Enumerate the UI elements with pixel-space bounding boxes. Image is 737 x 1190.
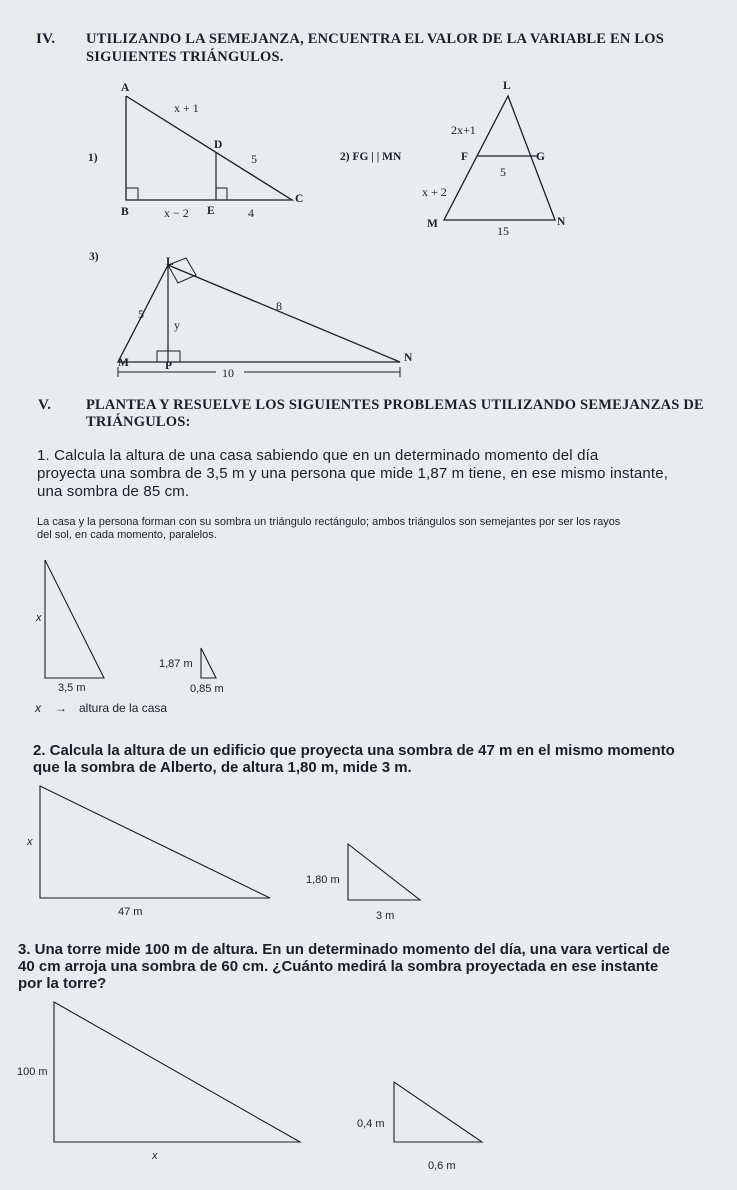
section-iv-title-line1: UTILIZANDO LA SEMEJANZA, ENCUENTRA EL VALOR DE LA VARIABLE EN LOS xyxy=(86,31,664,47)
problem2-alberto-triangle xyxy=(348,844,420,900)
problem1-text-line2: proyecta una sombra de 3,5 m y una persona que mide 1,87 m tiene, en ese mismo instante, xyxy=(37,465,669,482)
fig3-label-l: L xyxy=(166,256,174,268)
problem1-person-triangle xyxy=(201,648,216,678)
fig3-number: 3) xyxy=(89,251,99,263)
problem1-legend-var: x xyxy=(35,701,41,715)
problem3-drawing xyxy=(0,990,737,1190)
problem3-big-height: 100 m xyxy=(17,1066,48,1078)
fig3-label-m: M xyxy=(118,357,129,369)
section-v-title-line1: PLANTEA Y RESUELVE LOS SIGUIENTES PROBLEMAS UTILIZANDO SEMEJANZAS DE xyxy=(86,397,704,413)
fig1-outer-triangle xyxy=(126,96,292,200)
fig1-label-d: D xyxy=(214,139,223,151)
problem3-text-line1: 3. Una torre mide 100 m de altura. En un determinado momento del día, una vara vertical de xyxy=(18,941,670,958)
fig1-right-angle-e xyxy=(216,188,227,200)
problem3-big-base: x xyxy=(152,1150,158,1162)
fig2-label-g: G xyxy=(536,151,545,163)
fig2-label-l: L xyxy=(503,80,511,92)
fig3-label-p: P xyxy=(165,360,173,372)
fig1-label-dc: 5 xyxy=(251,152,257,166)
fig2-label-fg: 5 xyxy=(500,165,506,179)
problem1-small-base: 0,85 m xyxy=(190,683,224,695)
fig3-label-lp: y xyxy=(174,318,180,332)
problem3-tower-triangle xyxy=(54,1002,300,1142)
problem1-legend-arrow: → xyxy=(55,701,67,715)
fig2-label-f: F xyxy=(461,151,469,163)
problem3-text-line2: 40 cm arroja una sombra de 60 cm. ¿Cuánto medirá la sombra proyectada en ese instante xyxy=(18,958,659,975)
fig3-label-lm: 5 xyxy=(138,307,144,321)
section-v-numeral: V. xyxy=(38,397,52,413)
problem1-legend-text: altura de la casa xyxy=(79,701,168,715)
fig3-label-n: N xyxy=(404,352,413,364)
fig1-label-ec: 4 xyxy=(248,206,254,220)
fig1-number: 1) xyxy=(88,152,98,164)
section-iv-title-line2: SIGUIENTES TRIÁNGULOS. xyxy=(86,49,284,65)
fig2-label-mn: 15 xyxy=(497,224,509,238)
fig1-label-be: x − 2 xyxy=(164,206,189,220)
fig1-label-e: E xyxy=(207,205,215,217)
fig3-outer-triangle xyxy=(118,265,400,362)
problem3-rod-triangle xyxy=(394,1082,482,1142)
problem1-text-line3: una sombra de 85 cm. xyxy=(37,483,190,500)
problem1-note-line2: del sol, en cada momento, paralelos. xyxy=(37,529,217,541)
problem1-drawing xyxy=(0,550,737,690)
problem1-big-height: x xyxy=(36,612,42,624)
problem2-text-line1: 2. Calcula la altura de un edificio que proyecta una sombra de 47 m en el mismo momento xyxy=(33,742,675,759)
fig2-label-n: N xyxy=(557,216,566,228)
problem2-building-triangle xyxy=(40,786,270,898)
fig2-label-m: M xyxy=(427,218,438,230)
problem1-small-height: 1,87 m xyxy=(159,658,193,670)
fig1-label-c: C xyxy=(295,193,304,205)
fig2-label-fm: x + 2 xyxy=(422,185,447,199)
fig3-label-mn: 10 xyxy=(222,366,234,380)
problem1-text-line1: 1. Calcula la altura de una casa sabiendo que en un determinado momento del día xyxy=(37,447,599,464)
fig1-right-angle-b xyxy=(126,188,138,200)
problem1-big-base: 3,5 m xyxy=(58,682,86,694)
problem2-drawing xyxy=(0,770,737,910)
problem3-small-base: 0,6 m xyxy=(428,1160,456,1172)
section-iv-numeral: IV. xyxy=(36,31,56,47)
problem2-text-line2: que la sombra de Alberto, de altura 1,80 m, mide 3 m. xyxy=(33,759,412,776)
problem2-small-height: 1,80 m xyxy=(306,874,340,886)
problem2-big-height: x xyxy=(27,836,33,848)
fig1-label-ad: x + 1 xyxy=(174,101,199,115)
fig3-triangle-drawing xyxy=(0,250,737,390)
fig3-label-ln: 8 xyxy=(276,299,282,313)
problem1-note-line1: La casa y la persona forman con su sombra un triángulo rectángulo; ambos triángulos son semejantes por ser los rayos xyxy=(37,516,621,528)
fig1-label-a: A xyxy=(121,82,130,94)
problem2-big-base: 47 m xyxy=(118,906,143,918)
fig1-label-b: B xyxy=(121,206,129,218)
section-v-title-line2: TRIÁNGULOS: xyxy=(86,414,191,430)
fig2-label-lf: 2x+1 xyxy=(451,123,476,137)
problem3-small-height: 0,4 m xyxy=(357,1118,385,1130)
problem3-text-line3: por la torre? xyxy=(18,975,107,992)
fig1-triangle-drawing xyxy=(0,0,737,260)
fig2-number: 2) FG | | MN xyxy=(340,151,402,163)
problem2-small-base: 3 m xyxy=(376,910,395,922)
problem1-house-triangle xyxy=(45,560,104,678)
